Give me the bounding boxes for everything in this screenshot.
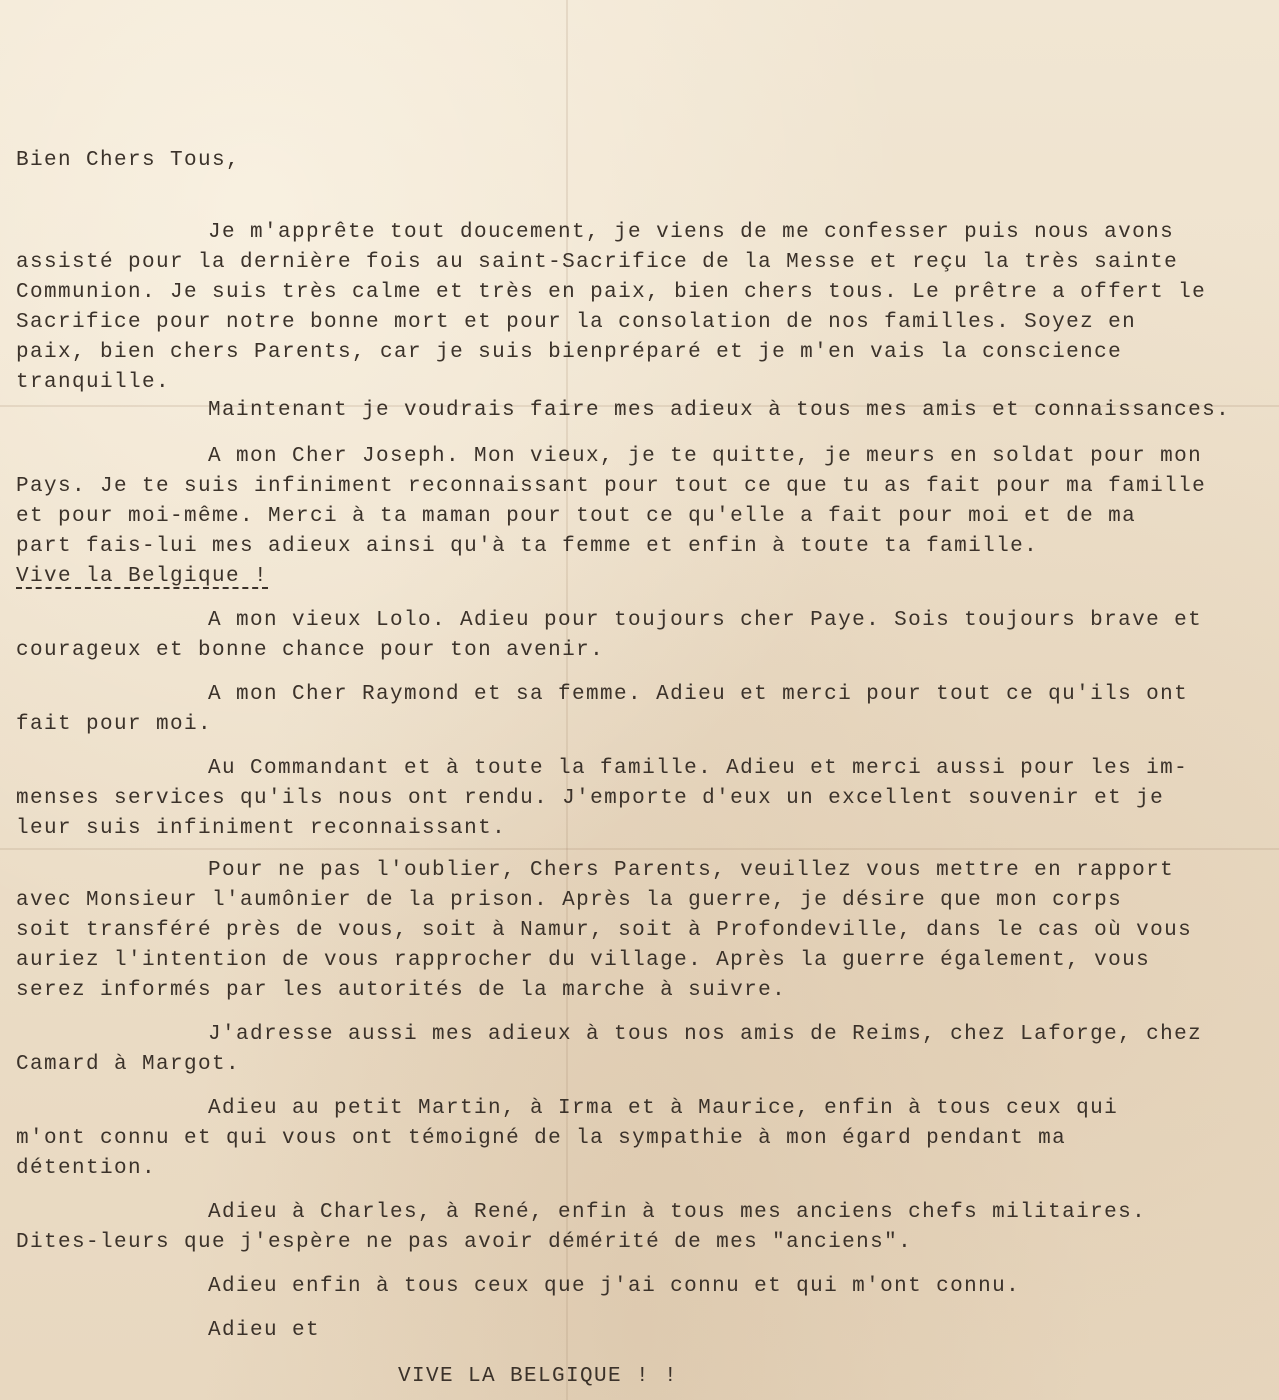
letter-line: serez informés par les autorités de la marche à suivre. xyxy=(16,979,787,1002)
letter-line: auriez l'intention de vous rapprocher du village. Après la guerre également, vous xyxy=(16,949,1151,972)
letter-line: J'adresse aussi mes adieux à tous nos amis de Reims, chez Laforge, chez xyxy=(208,1023,1203,1046)
letter-line: tranquille. xyxy=(16,371,171,394)
letter-line: part fais-lui mes adieux ainsi qu'à ta femme et enfin à toute ta famille. xyxy=(16,535,1039,558)
letter-line: Maintenant je voudrais faire mes adieux à tous mes amis et connaissances. xyxy=(208,399,1231,422)
letter-line: Dites-leurs que j'espère ne pas avoir démérité de mes "anciens". xyxy=(16,1231,913,1254)
letter-line: Adieu à Charles, à René, enfin à tous mes anciens chefs militaires. xyxy=(208,1201,1147,1224)
letter-line: Sacrifice pour notre bonne mort et pour la consolation de nos familles. Soyez en xyxy=(16,311,1137,334)
letter-closing: VIVE LA BELGIQUE ! ! xyxy=(398,1365,679,1388)
letter-line: avec Monsieur l'aumônier de la prison. Après la guerre, je désire que mon corps xyxy=(16,889,1123,912)
letter-line: Je m'apprête tout doucement, je viens de me confesser puis nous avons xyxy=(208,221,1175,244)
letter-greeting: Bien Chers Tous, xyxy=(16,149,241,172)
letter-line: courageux et bonne chance pour ton avenir. xyxy=(16,639,605,662)
letter-line: assisté pour la dernière fois au saint-Sacrifice de la Messe et reçu la très sainte xyxy=(16,251,1179,274)
letter-line-vive-la-belgique: Vive la Belgique ! xyxy=(16,565,269,588)
letter-line: Au Commandant et à toute la famille. Adieu et merci aussi pour les im- xyxy=(208,757,1189,780)
letter-line: détention. xyxy=(16,1157,157,1180)
letter-line: leur suis infiniment reconnaissant. xyxy=(16,817,507,840)
letter-line: et pour moi-même. Merci à ta maman pour tout ce qu'elle a fait pour moi et de ma xyxy=(16,505,1137,528)
letter-line: Adieu au petit Martin, à Irma et à Maurice, enfin à tous ceux qui xyxy=(208,1097,1119,1120)
letter-line: A mon Cher Joseph. Mon vieux, je te quitte, je meurs en soldat pour mon xyxy=(208,445,1203,468)
letter-line: m'ont connu et qui vous ont témoigné de la sympathie à mon égard pendant ma xyxy=(16,1127,1067,1150)
letter-line: Adieu enfin à tous ceux que j'ai connu et qui m'ont connu. xyxy=(208,1275,1021,1298)
letter-line: menses services qu'ils nous ont rendu. J'emporte d'eux un excellent souvenir et je xyxy=(16,787,1165,810)
letter-line: Pays. Je te suis infiniment reconnaissant pour tout ce que tu as fait pour ma famille xyxy=(16,475,1207,498)
letter-line: A mon Cher Raymond et sa femme. Adieu et merci pour tout ce qu'ils ont xyxy=(208,683,1189,706)
letter-line: A mon vieux Lolo. Adieu pour toujours cher Paye. Sois toujours brave et xyxy=(208,609,1203,632)
letter-line: Adieu et xyxy=(208,1319,321,1342)
letter-line: Communion. Je suis très calme et très en paix, bien chers tous. Le prêtre a offert le xyxy=(16,281,1207,304)
letter-line: Pour ne pas l'oublier, Chers Parents, veuillez vous mettre en rapport xyxy=(208,859,1175,882)
letter-line: paix, bien chers Parents, car je suis bienpréparé et je m'en vais la conscience xyxy=(16,341,1123,364)
letter-line: soit transféré près de vous, soit à Namur, soit à Profondeville, dans le cas où vous xyxy=(16,919,1193,942)
letter-line: fait pour moi. xyxy=(16,713,213,736)
letter-line: Camard à Margot. xyxy=(16,1053,241,1076)
